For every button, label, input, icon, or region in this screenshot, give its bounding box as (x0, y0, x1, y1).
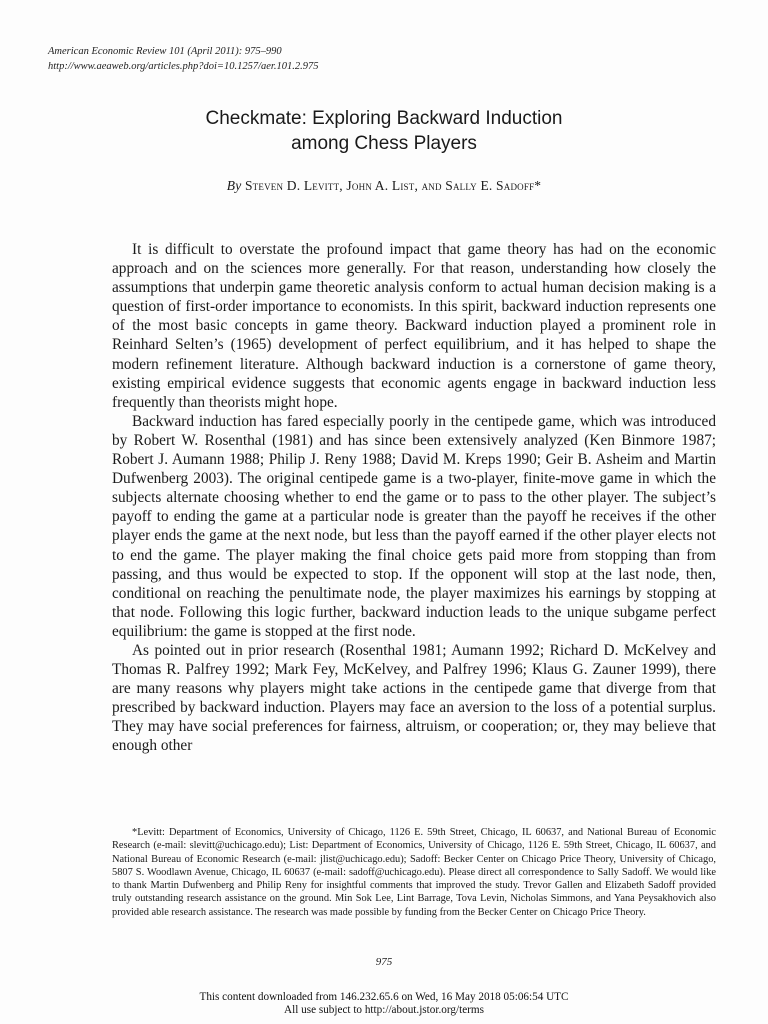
paragraph: As pointed out in prior research (Rosenthal 1981; Aumann 1992; Richard D. McKelvey and Thomas R. Palfrey 1992; Mark Fey, McKelvey, and Palfrey 1996; Klaus G. Zauner 1999), there are many reasons why players might take actions in the centipede game that diverge from that prescribed by backward induction. Players may face an aversion to the loss of a potential surplus. They may have social preferences for fairness, altruism, or cooperation; or, they may believe that enough other (112, 641, 716, 755)
journal-header (48, 44, 318, 74)
author-byline (0, 178, 768, 194)
article-title (0, 106, 768, 156)
download-notice: This content downloaded from 146.232.65.6 on Wed, 16 May 2018 05:06:54 UTC (199, 991, 569, 1003)
paragraph: Backward induction has fared especially poorly in the centipede game, which was introduced by Robert W. Rosenthal (1981) and has since been extensively analyzed (Ken Binmore 1987; Robert J. Aumann 1988; Philip J. Reny 1988; David M. Kreps 1990; Geir B. Asheim and Martin Dufwenberg 2003). The original centipede game is a two-player, finite-move game in which the subjects alternate choosing whether to end the game or to pass to the other player. The subject’s payoff to ending the game at a particular node is greater than the payoff he receives if the other player ends the game at the next node, but less than the payoff earned if the other player elects not to end the game. The player making the final choice gets paid more from stopping than from passing, and thus would be expected to stop. If the opponent will stop at the last node, then, conditional on reaching the penultimate node, the player maximizes his earnings by stopping at that node. Following this logic further, backward induction leads to the unique subgame perfect equilibrium: the game is stopped at the first node. (112, 412, 716, 640)
paragraph: It is difficult to overstate the profound impact that game theory has had on the economic approach and on the sciences more generally. For that reason, understanding how closely the assumptions that underpin game theoretic analysis conform to actual human decision making is a question of first-order importance to economists. In this spirit, backward induction represents one of the most basic concepts in game theory. Backward induction played a prominent role in Reinhard Selten’s (1965) development of perfect equilibrium, and it has helped to shape the modern refinement literature. Although backward induction is a cornerstone of game theory, existing empirical evidence suggests that economic agents engage in backward induction less frequently than theorists might hope. (112, 241, 716, 411)
journal-citation: American Economic Review 101 (April 2011): 975–990 (48, 46, 282, 57)
title-line-1: Checkmate: Exploring Backward Induction (205, 108, 563, 129)
author-footnote (112, 826, 716, 919)
body-text (112, 240, 716, 756)
terms-notice[interactable]: All use subject to http://about.jstor.org/terms (284, 1004, 484, 1016)
title-line-2: among Chess Players (291, 133, 477, 154)
footnote-text: *Levitt: Department of Economics, University of Chicago, 1126 E. 59th Street, Chicago, IL 60637, and National Bureau of Economic Research (e-mail: slevitt@uchicago.edu); List: Department of Economics, University of Chicago, 1126 E. 59th Street, Chicago, IL 60637, and National Bureau of Economic Research (e-mail: jlist@uchicago.edu); Sadoff: Becker Center on Chicago Price Theory, University of Chicago, 5807 S. Woodlawn Avenue, Chicago, IL 60637 (e-mail: sadoff@uchicago.edu). Please direct all correspondence to Sally Sadoff. We would like to thank Martin Dufwenberg and Philip Reny for insightful comments that improved the study. Trevor Gallen and Elizabeth Sadoff provided truly outstanding research assistance on the ground. Min Sok Lee, Lint Barrage, Tova Levin, Nicholas Simmons, and Yana Peysakhovich also provided able research assistance. The research was made possible by funding from the Becker Center on Chicago Price Theory. (112, 827, 716, 918)
article-url[interactable]: http://www.aeaweb.org/articles.php?doi=10.1257/aer.101.2.975 (48, 61, 319, 72)
jstor-notice (0, 991, 768, 1017)
author-names: Steven D. Levitt, John A. List, and Sally E. Sadoff* (244, 178, 542, 193)
page-number: 975 (375, 956, 393, 968)
byline-prefix: By (226, 178, 242, 193)
